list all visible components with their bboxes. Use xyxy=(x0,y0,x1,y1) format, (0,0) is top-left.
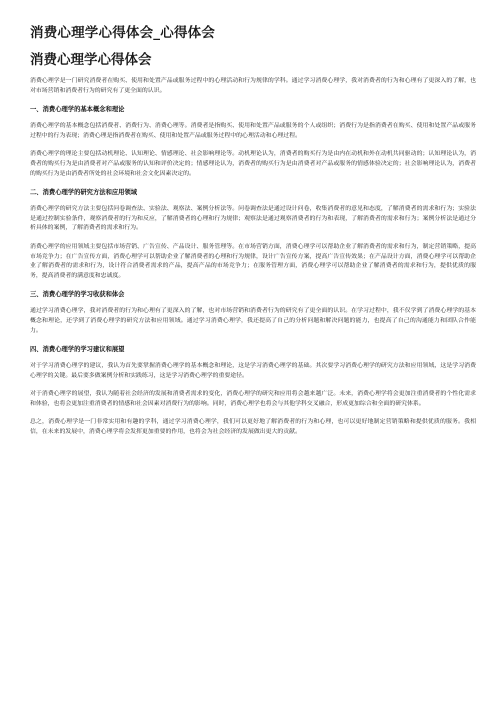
section-1 xyxy=(30,105,476,179)
section-paragraph: 对于消费心理学的展望，我认为随着社会经济的发展和消费者需求的变化，消费心理学的研究和应用将会越来越广泛。未来，消费心理学将会更加注重消费者的个性化需求和体验，也将会更加注重消费者的情感和社会因素对消费行为的影响。同时，消费心理学也将会与其他学科交叉融合，形成更加综合和全面的研究体系。 xyxy=(30,391,476,407)
intro-paragraph: 消费心理学是一门研究消费者在购买、使用和处置产品或服务过程中的心理活动和行为规律的学科。通过学习消费心理学，我对消费者的行为和心理有了更深入的了解，也对市场营销和消费者行为的研究有了更全面的认识。 xyxy=(30,78,476,94)
article-title: 消费心理学心得体会 xyxy=(30,52,152,68)
section-paragraph: 消费心理学的研究方法主要包括问卷调查法、实验法、观察法、案例分析法等。问卷调查法是通过设计问卷，收集消费者的意见和态度，了解消费者的需求和行为；实验法是通过控制实验条件，观察消费者的行为和反应，了解消费者的心理和行为规律；观察法是通过观察消费者的行为和表现，了解消费者的需求和行为；案例分析法是通过分析具体的案例，了解消费者的需求和行为。 xyxy=(30,206,476,232)
section-heading: 四、消费心理学的学习建议和展望 xyxy=(30,346,125,354)
section-heading: 三、消费心理学的学习收获和体会 xyxy=(30,291,125,299)
section-paragraph: 对于学习消费心理学的建议，我认为首先要掌握消费心理学的基本概念和理论，这是学习消费心理学的基础。其次要学习消费心理学的研究方法和应用领域，这是学习消费心理学的关键。最后要多做案例分析和实践练习，这是学习消费心理学的重要途径。 xyxy=(30,363,476,379)
section-heading: 一、消费心理学的基本概念和理论 xyxy=(30,106,125,114)
section-paragraph: 消费心理学的应用领域主要包括市场营销、广告宣传、产品设计、服务管理等。在市场营销方面，消费心理学可以帮助企业了解消费者的需求和行为，制定营销策略，提高市场竞争力；在广告宣传方面，消费心理学可以帮助企业了解消费者的心理和行为规律，设计广告宣传方案，提高广告宣传效果；在产品设计方面，消费心理学可以帮助企业了解消费者的需求和行为，设计符合消费者需求的产品，提高产品的市场竞争力；在服务管理方面，消费心理学可以帮助企业了解消费者的需求和行为，提供优质的服务，提高消费者的满意度和忠诚度。 xyxy=(30,243,476,279)
section-4 xyxy=(30,345,476,438)
section-paragraph: 消费心理学的基本概念包括消费者、消费行为、消费心理等。消费者是指购买、使用和处置产品或服务的个人或组织；消费行为是指消费者在购买、使用和处置产品或服务过程中的行为表现；消费心理是指消费者在购买、使用和处置产品或服务过程中的心理活动和心理过程。 xyxy=(30,123,476,139)
section-2 xyxy=(30,188,476,281)
section-paragraph: 总之，消费心理学是一门非常实用和有趣的学科，通过学习消费心理学，我们可以更好地了解消费者的行为和心理，也可以更好地制定营销策略和提供优质的服务。我相信，在未来的发展中，消费心理学将会发挥更加重要的作用，也将会为社会经济的发展做出更大的贡献。 xyxy=(30,419,476,436)
section-paragraph: 消费心理学的理论主要包括动机理论、认知理论、情感理论、社会影响理论等。动机理论认为，消费者的购买行为是由内在动机和外在动机共同驱动的；认知理论认为，消费者的购买行为是由消费者对产品或服务的认知和评价决定的；情感理论认为，消费者的购买行为是由消费者对产品或服务的情感体验决定的；社会影响理论认为，消费者的购买行为是由消费者所处的社会环境和社会文化因素决定的。 xyxy=(30,151,476,177)
document-title: 消费心理学心得体会_心得体会 xyxy=(30,25,216,41)
section-paragraph: 通过学习消费心理学，我对消费者的行为和心理有了更深入的了解，也对市场营销和消费者行为的研究有了更全面的认识。在学习过程中，我不仅学到了消费心理学的基本概念和理论，还学到了消费心理学的研究方法和应用领域。通过学习消费心理学，我还提高了自己的分析问题和解决问题的能力，也提高了自己的沟通能力和团队合作能力。 xyxy=(30,308,476,334)
section-heading: 二、消费心理学的研究方法和应用领域 xyxy=(30,189,138,197)
section-3 xyxy=(30,290,476,336)
